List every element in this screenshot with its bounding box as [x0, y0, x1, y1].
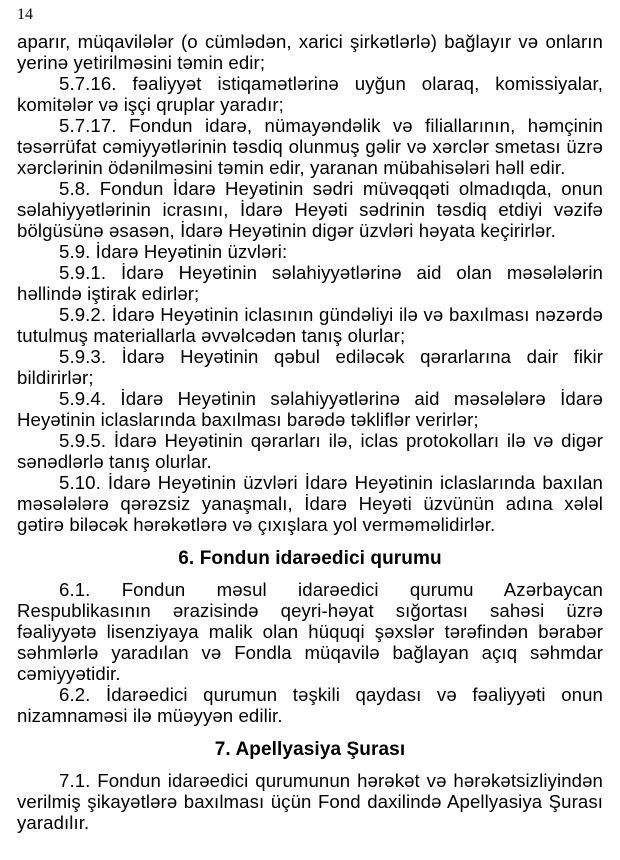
paragraph: 5.9.4. İdarə Heyətinin səlahiyyətlərinə aid məsələlərə İdarə Heyətinin iclaslarında baxılması barədə təkliflər verirlər;	[17, 388, 603, 430]
paragraph: 5.9. İdarə Heyətinin üzvləri:	[59, 241, 288, 262]
paragraph: 6.1. Fondun məsul idarəedici qurumu Azərbaycan Respublikasının ərazisində qeyri-həyat sığortası sahəsi üzrə fəaliyyətə lisenziyaya malik olan hüquqi şəxslər tərəfindən bərabər səhmlərlə yaradılan və Fondla müqavilə bağlayan açıq səhmdar cəmiyyətidir.	[17, 579, 603, 684]
paragraph: 5.7.16. fəaliyyət istiqamətlərinə uyğun olaraq, komissiyalar, komitələr və işçi qruplar yaradır;	[17, 73, 603, 115]
paragraph: 5.10. İdarə Heyətinin üzvləri İdarə Heyətinin iclaslarında baxılan məsələlərə qərəzsiz yanaşmalı, İdarə Heyəti üzvünün adına xələl gətirə biləcək hərəkətlərə və çıxışlara yol verməməlidirlər.	[17, 472, 603, 535]
page-number: 14	[17, 6, 33, 23]
paragraph: 6.2. İdarəedici qurumun təşkili qaydası və fəaliyyəti onun nizamnaməsi ilə müəyyən edilir.	[17, 684, 603, 726]
paragraph: 7.1. Fondun idarəedici qurumunun hərəkət və hərəkətsizliyindən verilmiş şikayətlərə baxılması üçün Fond daxilində Apellyasiya Şurası yaradılır.	[17, 770, 603, 833]
paragraph: 5.7.17. Fondun idarə, nümayəndəlik və filiallarının, həmçinin təsərrüfat cəmiyyətlərinin təsdiq olunmuş gəlir və xərclər smetası üzrə xərclərinin ödənilməsini təmin edir, yaranan mübahisələri həll edir.	[17, 115, 603, 178]
paragraph: 5.9.3. İdarə Heyətinin qəbul ediləcək qərarlarına dair fikir bildirirlər;	[17, 346, 603, 388]
document-content	[17, 31, 603, 833]
section-heading: 6. Fondun idarəedici qurumu	[178, 548, 442, 569]
section-heading: 7. Apellyasiya Şurası	[214, 739, 406, 760]
paragraph: aparır, müqavilələr (o cümlədən, xarici şirkətlərlə) bağlayır və onların yerinə yetirilməsini təmin edir;	[17, 31, 603, 73]
paragraph: 5.9.1. İdarə Heyətinin səlahiyyətlərinə aid olan məsələlərin həllində iştirak edirlər;	[17, 262, 603, 304]
paragraph: 5.9.2. İdarə Heyətinin iclasının gündəliyi ilə və baxılması nəzərdə tutulmuş materiallarla əvvəlcədən tanış olurlar;	[17, 304, 603, 346]
paragraph: 5.8. Fondun İdarə Heyətinin sədri müvəqqəti olmadıqda, onun səlahiyyətlərinin icrasını, İdarə Heyəti sədrinin təsdiq etdiyi vəzifə bölgüsünə əsasən, İdarə Heyətinin digər üzvləri həyata keçirirlər.	[17, 178, 603, 241]
paragraph: 5.9.5. İdarə Heyətinin qərarları ilə, iclas protokolları ilə və digər sənədlərlə tanış olurlar.	[17, 430, 603, 472]
